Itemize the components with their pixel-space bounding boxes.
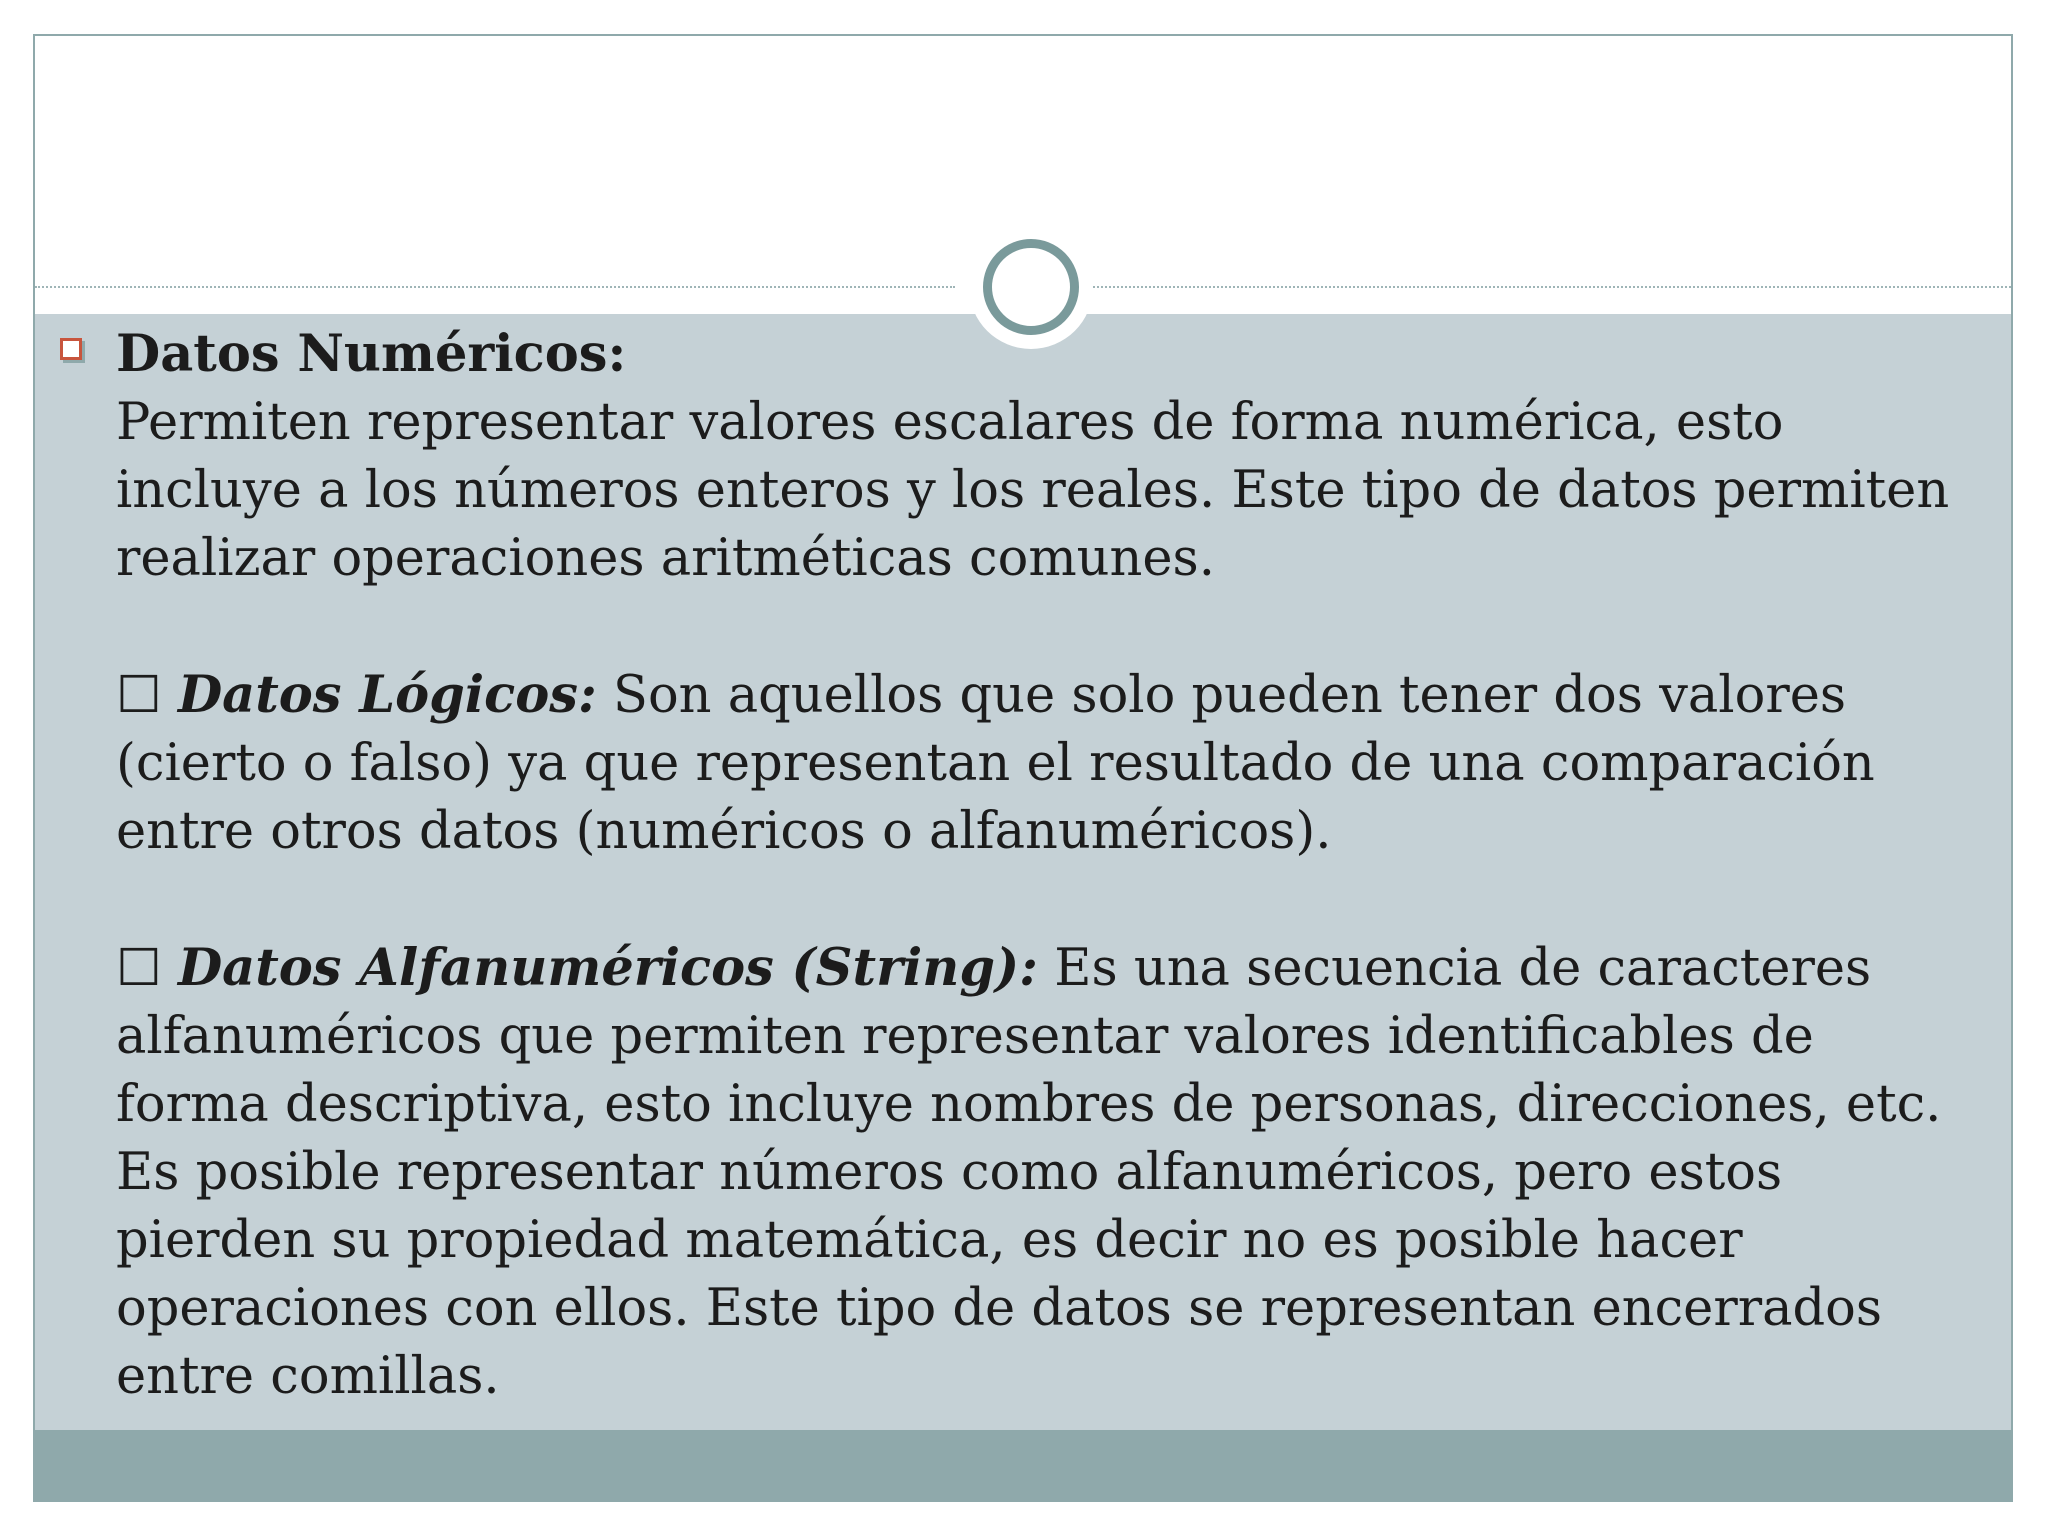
- section-body-alfanumericos: Es una secuencia de caracteres alfanuméricos que permiten representar valores identificables de forma descriptiva, esto incluye nombres de personas, direcciones, etc. Es posible representar números como alfanuméricos, pero estos pierden su propiedad matemática, es decir no es posible hacer operaciones con ellos. Este tipo de datos se representan encerrados entre comillas.: [116, 939, 1942, 1406]
- paragraph-spacer: [116, 593, 1956, 661]
- section-heading-logicos: Datos Lógicos:: [177, 665, 597, 725]
- checkbox-glyph-icon: ☐: [116, 666, 162, 725]
- paragraph-spacer: [116, 866, 1956, 934]
- square-bullet-icon: [60, 338, 82, 360]
- section-body-logicos: Son aquellos que solo pueden tener dos valores (cierto o falso) ya que representan el resultado de una comparación entre otros datos (numéricos o alfanuméricos).: [116, 666, 1875, 861]
- section-datos-logicos: [116, 661, 1956, 866]
- section-body-numericos: Permiten representar valores escalares de forma numérica, esto incluye a los números enteros y los reales. Este tipo de datos permiten realizar operaciones aritméticas comunes.: [116, 393, 1950, 588]
- checkbox-glyph-icon: ☐: [116, 939, 162, 998]
- header-divider-left: [35, 286, 955, 288]
- section-heading-numericos: Datos Numéricos:: [116, 324, 627, 384]
- section-datos-numericos: [116, 320, 1956, 593]
- slide-footer-band: [35, 1430, 2011, 1502]
- header-divider-right: [1093, 286, 2011, 288]
- section-heading-alfanumericos: Datos Alfanuméricos (String):: [177, 938, 1039, 998]
- section-datos-alfanumericos: [116, 934, 1956, 1411]
- slide-body-text: [116, 320, 1956, 1411]
